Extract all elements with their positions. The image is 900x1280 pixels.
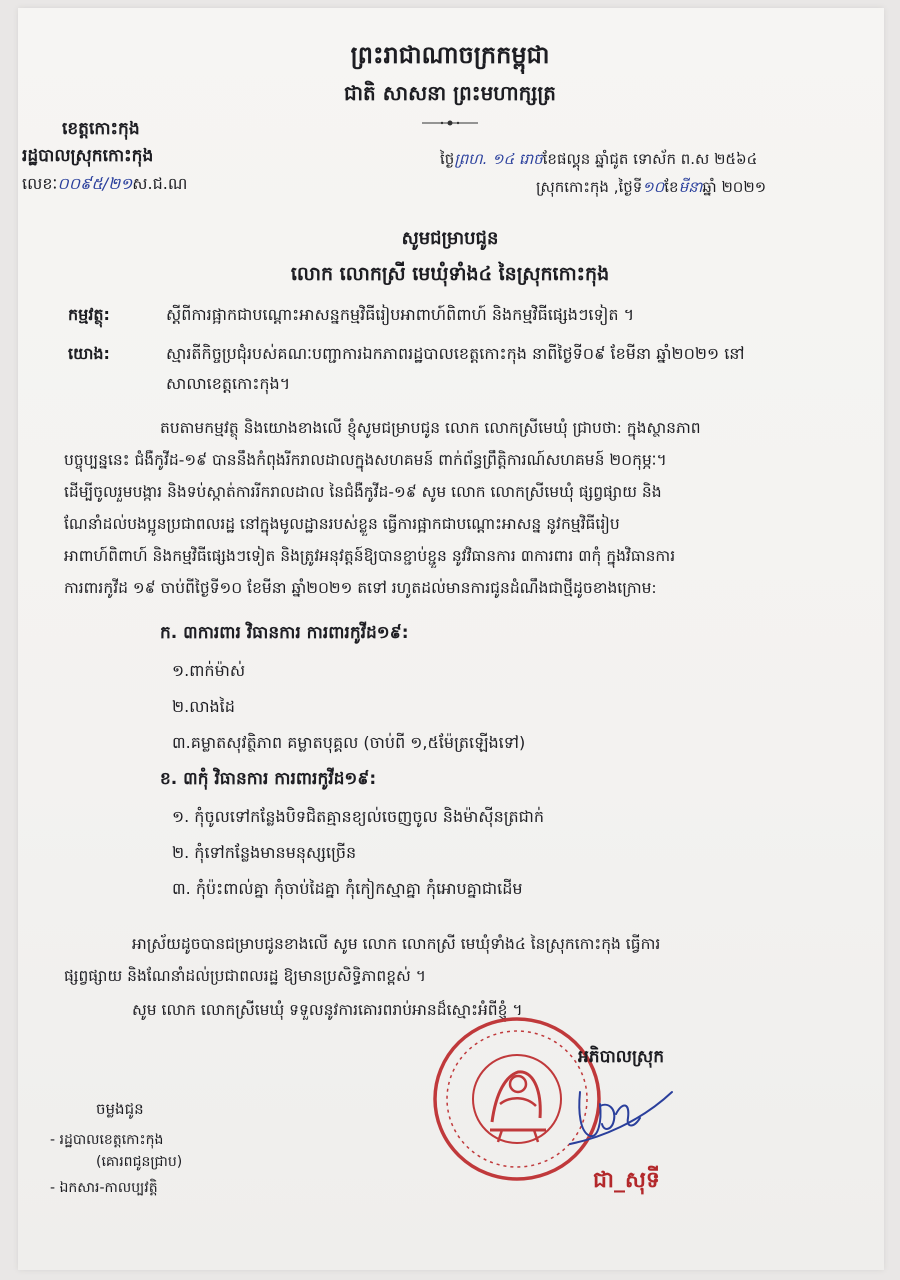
section-b-item: ៣. កុំប៉ះពាល់គ្នា កុំចាប់ដៃគ្នា កុំកៀកស្មាគ្នា កុំអោបគ្នាជាដើម <box>172 879 523 898</box>
document-number <box>22 173 187 197</box>
document-number-value: ០០៩៥/២១ <box>57 174 133 193</box>
closing-line: ផ្សព្វផ្សាយ និងណែនាំដល់ប្រជាពលរដ្ឋ ឱ្យមានប្រសិទ្ធិភាពខ្ពស់ ។ <box>64 967 426 985</box>
lunar-date: ថ្ងៃព្រហ. ១៤ រោចខែផល្គុន ឆ្នាំជូត ទោស័ក ព.ស ២៥៦៤ <box>440 150 758 168</box>
solar-month-handwritten: មីនា <box>678 178 703 196</box>
reference-text: ស្មារតីកិច្ចប្រជុំរបស់គណៈបញ្ជាការឯកភាពរដ្ឋបាលខេត្តកោះកុង នាពីថ្ងៃទី០៩ ខែមីនា ឆ្នាំ២០២១ នៅ <box>166 344 745 363</box>
body-line: បច្ចុប្បន្ននេះ ជំងឺកូវីដ-១៩ បាននឹងកំពុងរីករាលដាលក្នុងសហគមន៍ ពាក់ព័ន្ធព្រឹត្តិការណ៍សហគមន៍ ២០កុម្ភៈ។ <box>64 451 667 469</box>
body-line: ណែនាំដល់បងប្អូនប្រជាពលរដ្ឋ នៅក្នុងមូលដ្ឋានរបស់ខ្លួន ធ្វើការផ្អាកជាបណ្ដោះអាសន្ន នូវកម្មវិធីរៀប <box>64 515 620 533</box>
body-line: អាពាហ៍ពិពាហ៍ និងកម្មវិធីផ្សេងៗទៀត និងត្រូវអនុវត្តន៍ឱ្យបានខ្ជាប់ខ្ជួន នូវវិធានការ ៣ការពារ ៣កុំ ក្នុងវិធានការ <box>64 547 676 565</box>
handwritten-signature-icon <box>560 1062 680 1152</box>
section-a-title: ក. ៣ការពារ វិធានការ ការពារកូវីដ១៩: <box>160 623 409 643</box>
closing-line: អាស្រ័យដូចបានជម្រាបជូនខាងលើ សូម លោក លោកស្រី មេឃុំទាំង៤ នៃស្រុកកោះកុង ធ្វើការ <box>132 935 661 953</box>
copies-title: ចម្លងជូន <box>96 1100 144 1118</box>
closing-salutation: សូម លោក លោកស្រីមេឃុំ ទទួលនូវការគោរពរាប់អានដ៏ស្មោះអំពីខ្ញុំ ។ <box>132 1001 523 1019</box>
national-motto: ជាតិ សាសនា ព្រះមហាក្សត្រ <box>344 81 556 105</box>
signatory-name: ជា_សុទី <box>593 1168 660 1193</box>
signatory-title: អភិបាលស្រុក <box>578 1047 664 1067</box>
document-number-prefix: លេខៈ <box>22 174 58 193</box>
issuer-province: ខេត្តកោះកុង <box>62 119 140 139</box>
reference-label: យោង: <box>68 344 110 363</box>
recipient-greeting: សូមជម្រាបជូន <box>401 228 499 249</box>
section-a-item: ៣.គម្លាតសុវត្ថិភាព គម្លាតបុគ្គល (ចាប់ពី ១,៥ម៉ែត្រឡើងទៅ) <box>172 733 526 752</box>
section-a-item: ២.លាងដៃ <box>172 697 235 716</box>
body-line: ដើម្បីចូលរួមបង្ការ និងទប់ស្កាត់ការរីករាលដាល នៃជំងឺកូវីដ-១៩ សូម លោក លោកស្រីមេឃុំ ផ្សព្វផ្សាយ និង <box>64 483 662 501</box>
document-number-suffix: ស.ជ.ណ <box>132 174 188 193</box>
body-line: ការពារកូវីដ ១៩ ចាប់ពីថ្ងៃទី១០ ខែមីនា ឆ្នាំ២០២១ តទៅ រហូតដល់មានការជូនដំណឹងជាថ្មីដូចខាងក្រោម: <box>64 579 657 597</box>
issuer-district: រដ្ឋបាលស្រុកកោះកុង <box>22 146 154 166</box>
section-a-item: ១.ពាក់ម៉ាស់ <box>172 661 246 680</box>
reference-text-cont: សាលាខេត្តកោះកុង។ <box>166 374 291 393</box>
copies-item: - ឯកសារ-កាលប្បវត្តិ <box>50 1180 158 1196</box>
section-b-item: ១. កុំចូលទៅកន្លែងបិទជិតគ្មានខ្យល់ចេញចូល និងម៉ាស៊ីនត្រជាក់ <box>172 807 545 826</box>
recipient-name: លោក លោកស្រី មេឃុំទាំង៤ នៃស្រុកកោះកុង <box>290 263 610 285</box>
subject-label: កម្មវត្ថុ: <box>68 305 110 324</box>
kingdom-title: ព្រះរាជាណាចក្រកម្ពុជា <box>350 41 550 69</box>
section-b-title: ខ. ៣កុំ វិធានការ ការពារកូវីដ១៩: <box>160 769 377 789</box>
copies-item-note: (គោរពជូនជ្រាប) <box>96 1154 183 1170</box>
ornament-divider-icon <box>420 118 480 128</box>
section-b-item: ២. កុំទៅកន្លែងមានមនុស្សច្រើន <box>172 843 357 862</box>
subject-text: ស្តីពីការផ្អាកជាបណ្ដោះអាសន្នកម្មវិធីរៀបអាពាហ៍ពិពាហ៍ និងកម្មវិធីផ្សេងៗទៀត ។ <box>166 305 635 324</box>
solar-date: ស្រុកកោះកុង ,ថ្ងៃទី១០ខែមីនាឆ្នាំ ២០២១ <box>536 178 767 196</box>
body-line: តបតាមកម្មវត្ថុ និងយោងខាងលើ ខ្ញុំសូមជម្រាបជូន លោក លោកស្រីមេឃុំ ជ្រាបថា: ក្នុងស្ថានភាព <box>160 419 701 437</box>
solar-day-handwritten: ១០ <box>642 178 665 196</box>
lunar-date-handwritten: ព្រហ. ១៤ រោច <box>454 150 543 168</box>
copies-item: - រដ្ឋបាលខេត្តកោះកុង <box>50 1132 164 1148</box>
